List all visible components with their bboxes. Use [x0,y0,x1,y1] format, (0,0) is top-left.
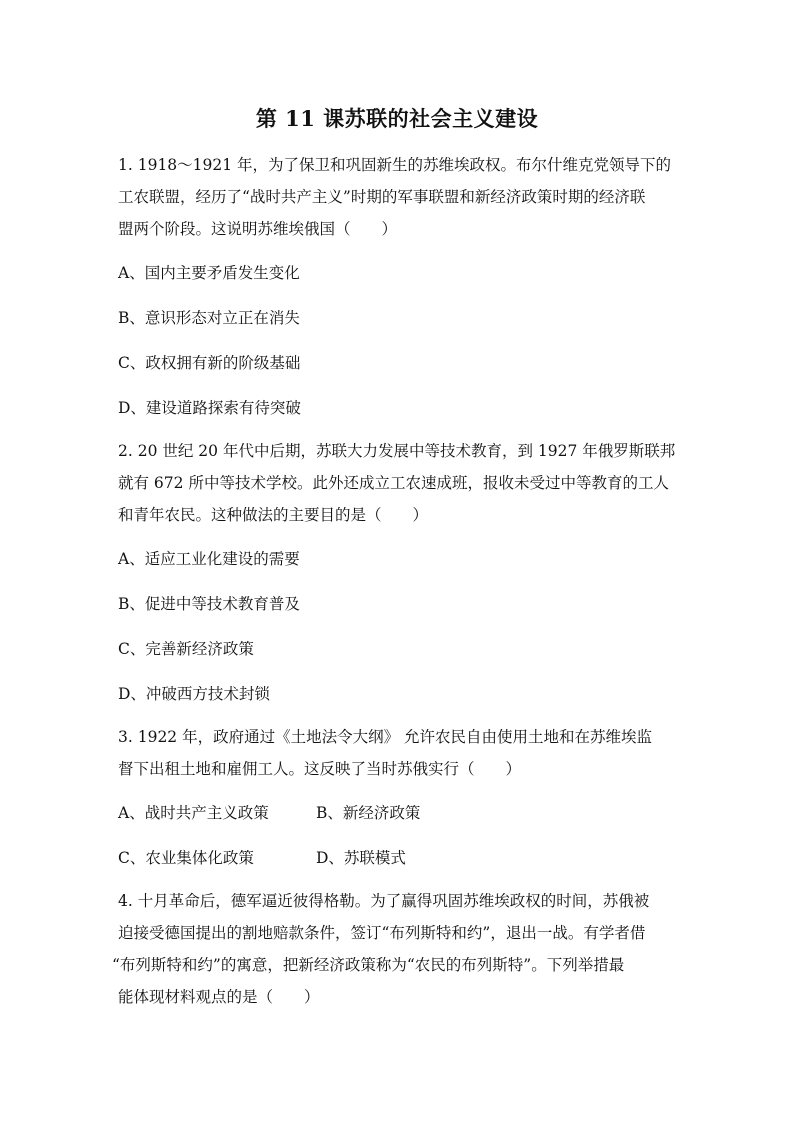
question-3-line-1: 3. 1922 年，政府通过《土地法令大纲》 允许农民自由使用土地和在苏维埃监 [118,728,653,746]
question-1-option-c: C、政权拥有新的阶级基础 [118,354,301,372]
question-1-line-3: 盟两个阶段。这说明苏维埃俄国（ ） [118,220,398,238]
question-2-line-3: 和青年农民。这种做法的主要目的是（ ） [118,506,429,524]
question-2-option-c: C、完善新经济政策 [118,640,254,658]
question-4-line-4: 能体现材料观点的是（ ） [118,988,320,1006]
question-3-option-d: D、苏联模式 [316,849,406,867]
question-1-option-a: A、国内主要矛盾发生变化 [118,264,300,282]
question-2-option-b: B、促进中等技术教育普及 [118,595,300,613]
question-4-line-1: 4. 十月革命后，德军逼近彼得格勒。为了赢得巩固苏维埃政权的时间，苏俄被 [118,892,650,910]
page-title: 第 11 课苏联的社会主义建设 [255,106,539,131]
question-2-option-d: D、冲破西方技术封锁 [118,685,270,703]
question-4-line-3: “布列斯特和约”的寓意，把新经济政策称为“农民的布列斯特”。下列举措最 [112,956,625,974]
question-1-line-1: 1. 1918～1921 年，为了保卫和巩固新生的苏维埃政权。布尔什维克党领导下的 [118,156,672,174]
question-3-line-2: 督下出租土地和雇佣工人。这反映了当时苏俄实行（ ） [118,760,522,778]
question-1-line-2: 工农联盟，经历了“战时共产主义”时期的军事联盟和新经济政策时期的经济联 [118,188,646,206]
question-2-line-2: 就有 672 所中等技术学校。此外还成立工农速成班，报收未受过中等教育的工人 [118,474,669,492]
question-3-option-b: B、新经济政策 [316,804,421,822]
question-2-option-a: A、适应工业化建设的需要 [118,550,300,568]
question-3-option-c: C、农业集体化政策 [118,849,254,867]
question-3-option-a: A、战时共产主义政策 [118,804,269,822]
question-2-line-1: 2. 20 世纪 20 年代中后期，苏联大力发展中等技术教育，到 1927 年俄罗斯联邦 [118,442,676,460]
question-1-option-d: D、建设道路探索有待突破 [118,399,301,417]
question-1-option-b: B、意识形态对立正在消失 [118,309,300,327]
question-4-line-2: 迫接受德国提出的割地赔款条件，签订“布列斯特和约”，退出一战。有学者借 [118,924,646,942]
